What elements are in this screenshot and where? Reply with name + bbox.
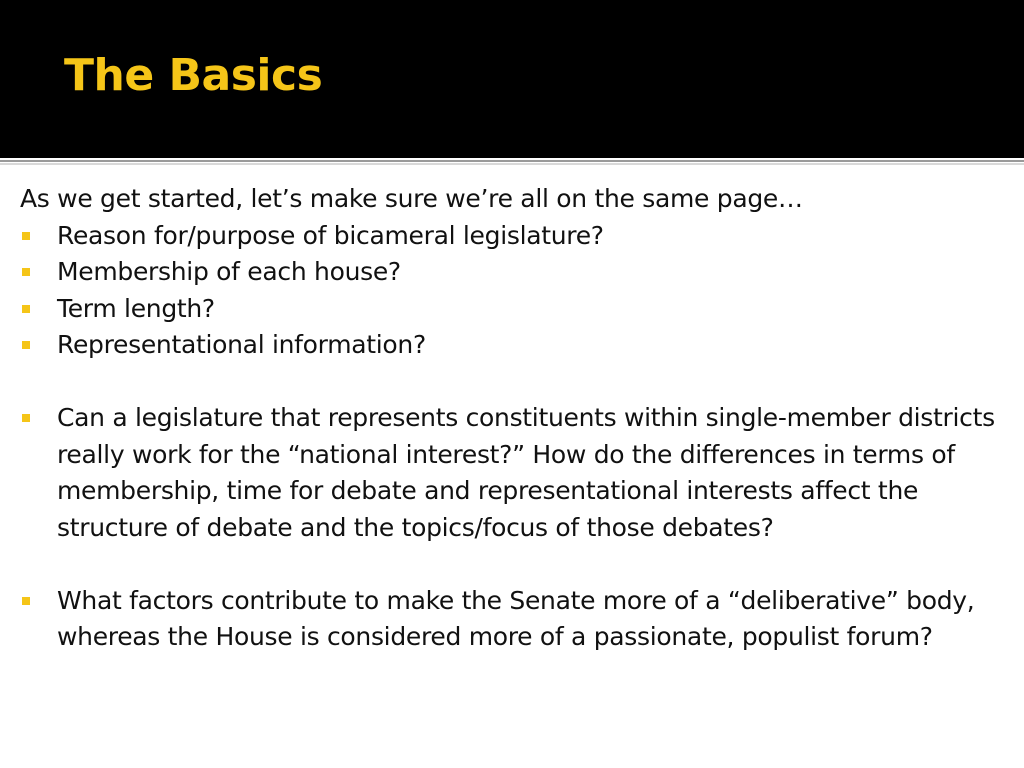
square-bullet-icon bbox=[22, 597, 30, 605]
bullet-list bbox=[20, 218, 1015, 656]
title-divider-shadow bbox=[0, 163, 1024, 165]
slide-body bbox=[20, 181, 1015, 656]
list-item-text: Can a legislature that represents constituents within single-member districts really work for the “national interest?” How do the differences in terms of membership, time for debate and representational interests affect the structure of debate and the topics/focus of those debates? bbox=[57, 403, 995, 542]
list-item bbox=[20, 327, 1015, 364]
list-item-text: Representational information? bbox=[57, 330, 426, 359]
list-item-text: Term length? bbox=[57, 293, 215, 323]
list-item-text: What factors contribute to make the Senate more of a “deliberative” body, whereas the House is considered more of a passionate, populist forum? bbox=[57, 585, 975, 651]
square-bullet-icon bbox=[22, 341, 30, 349]
square-bullet-icon bbox=[22, 414, 30, 422]
list-item-text: Membership of each house? bbox=[57, 257, 401, 286]
square-bullet-icon bbox=[22, 232, 30, 240]
square-bullet-icon bbox=[22, 268, 30, 276]
title-divider bbox=[0, 160, 1024, 162]
list-item-text: Reason for/purpose of bicameral legislature? bbox=[57, 220, 604, 250]
list-item bbox=[20, 400, 1015, 546]
list-item bbox=[20, 291, 1015, 328]
spacer bbox=[20, 364, 1015, 401]
list-item bbox=[20, 583, 1015, 656]
slide-title: The Basics bbox=[64, 50, 323, 101]
list-item bbox=[20, 254, 1015, 291]
spacer bbox=[20, 546, 1015, 583]
intro-text: As we get started, let’s make sure we’re all on the same page… bbox=[20, 184, 803, 213]
square-bullet-icon bbox=[22, 305, 30, 313]
title-bar bbox=[0, 0, 1024, 158]
list-item bbox=[20, 218, 1015, 255]
